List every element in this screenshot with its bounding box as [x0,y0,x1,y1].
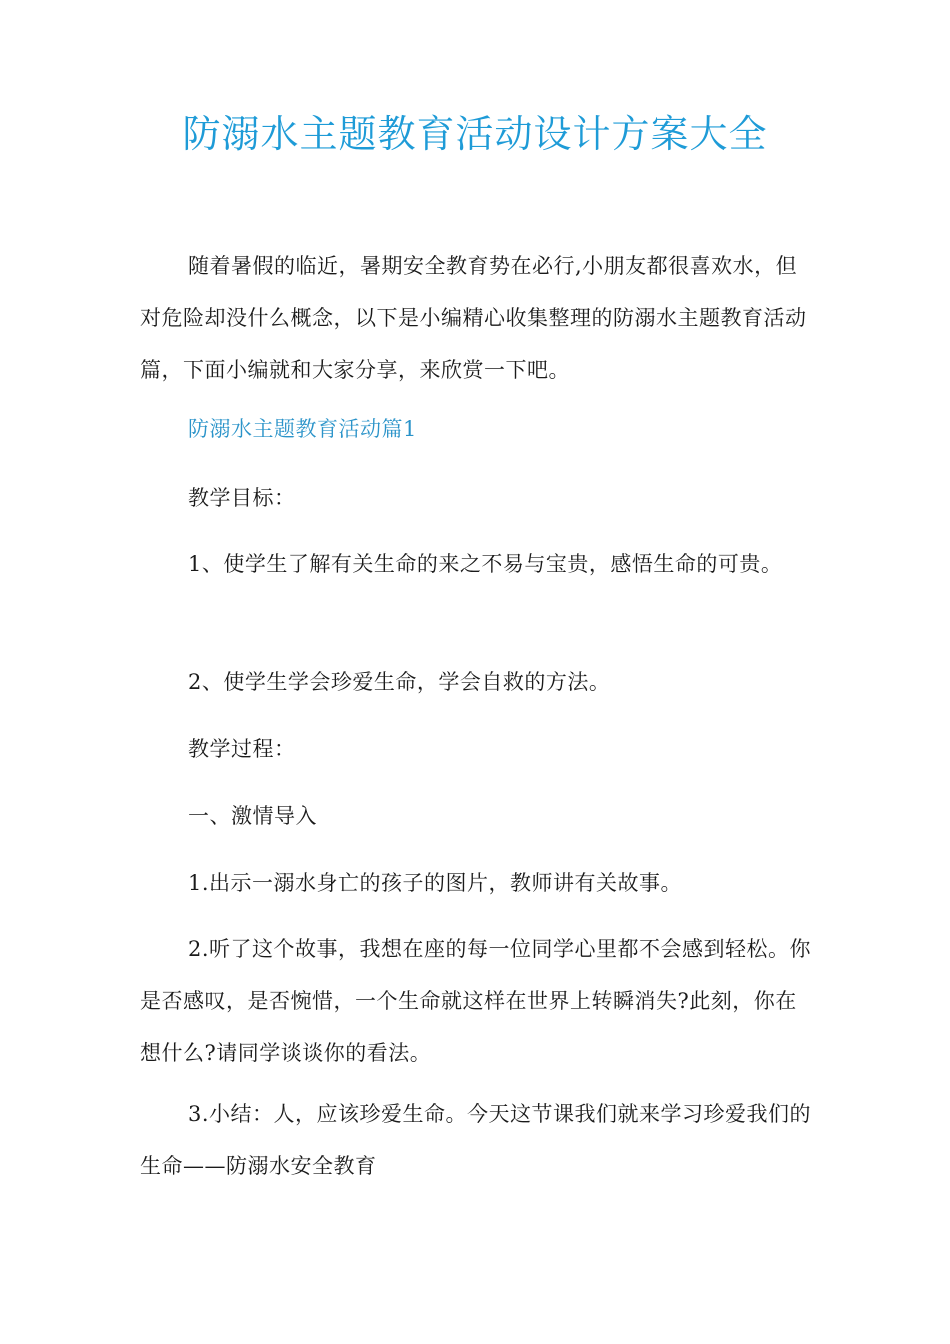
objectives-label: 教学目标： [188,486,296,510]
objective-2: 2、使学生学会珍爱生命，学会自救的方法。 [188,670,611,694]
process-label: 教学过程： [188,737,296,761]
step-1: 1.出示一溺水身亡的孩子的图片，教师讲有关故事。 [188,871,683,895]
step-3: 3.小结：人，应该珍爱生命。今天这节课我们就来学习珍爱我们的生命——防溺水安全教育 [140,1102,812,1178]
section-heading: 防溺水主题教育活动篇1 [188,417,417,441]
objective-1: 1、使学生了解有关生命的来之不易与宝贵，感悟生命的可贵。 [188,552,783,576]
intro-paragraph: 随着暑假的临近，暑期安全教育势在必行,小朋友都很喜欢水，但对危险却没什么概念，以下是小编精心收集整理的防溺水主题教育活动篇，下面小编就和大家分享，来欣赏一下吧。 [140,254,807,382]
step-heading: 一、激情导入 [188,804,317,828]
document-title: 防溺水主题教育活动设计方案大全 [182,112,768,156]
step-2: 2.听了这个故事，我想在座的每一位同学心里都不会感到轻松。你是否感叹，是否惋惜，一个生命就这样在世界上转瞬消失?此刻，你在想什么?请同学谈谈你的看法。 [140,937,812,1065]
